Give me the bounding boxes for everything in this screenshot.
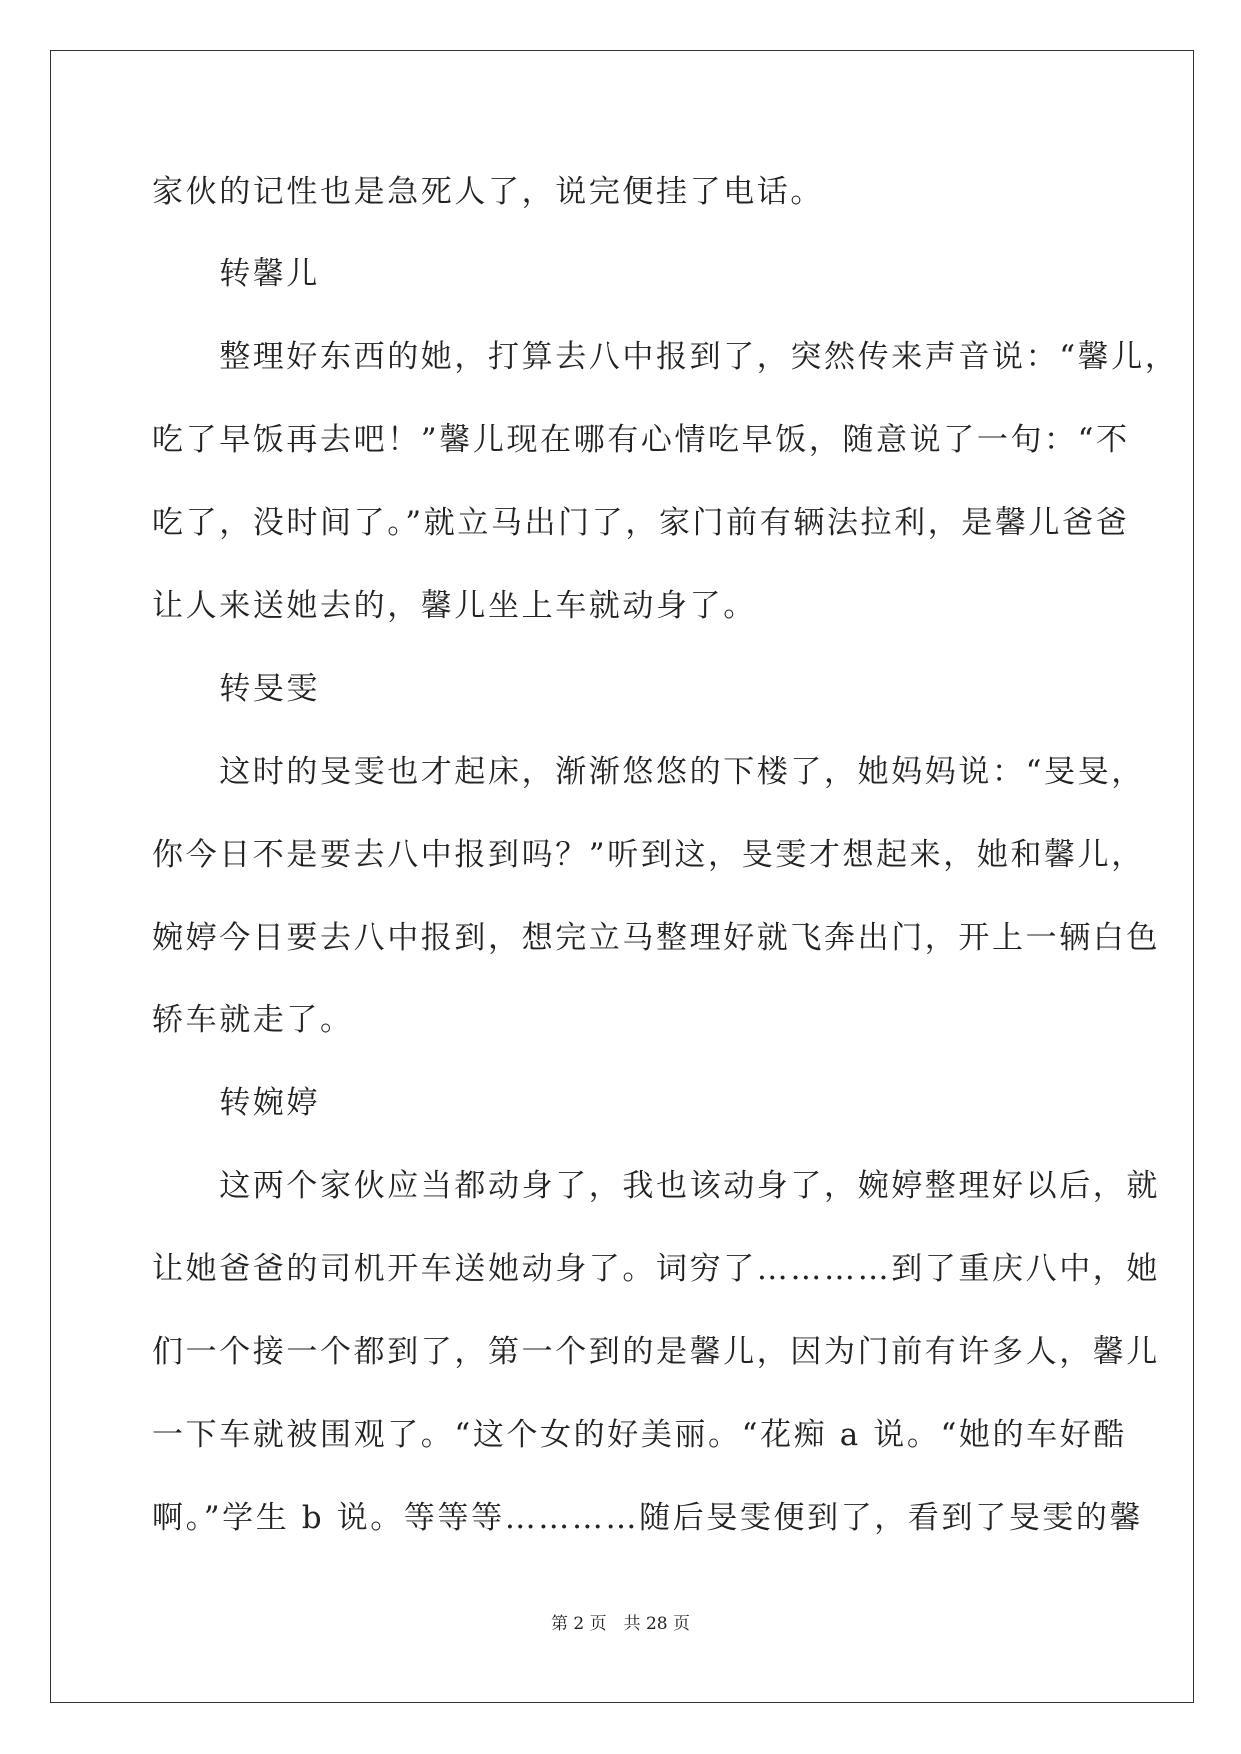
page-number-footer: 第 2 页 共 28 页 <box>550 1614 691 1634</box>
text-line-6: 让人来送她去的，馨儿坐上车就动身了。 <box>152 588 757 624</box>
text-line-7: 转旻雯 <box>152 671 320 707</box>
text-line-1: 家伙的记性也是急死人了，说完便挂了电话。 <box>152 174 824 210</box>
text-line-17: 啊。”学生 b 说。等等等…………随后旻雯便到了，看到了旻雯的馨 <box>152 1500 1144 1536</box>
page-border <box>50 50 1194 1703</box>
text-line-5: 吃了，没时间了。”就立马出门了，家门前有辆法拉利，是馨儿爸爸 <box>152 505 1130 541</box>
text-line-14: 让她爸爸的司机开车送她动身了。词穷了…………到了重庆八中，她 <box>152 1251 1160 1287</box>
text-line-2: 转馨儿 <box>152 256 320 292</box>
text-line-8: 这时的旻雯也才起床，渐渐悠悠的下楼了，她妈妈说：“旻旻， <box>152 754 1145 790</box>
text-line-12: 转婉婷 <box>152 1085 320 1121</box>
text-line-9: 你今日不是要去八中报到吗？”听到这，旻雯才想起来，她和馨儿， <box>152 837 1145 873</box>
text-line-11: 轿车就走了。 <box>152 1002 354 1038</box>
text-line-13: 这两个家伙应当都动身了，我也该动身了，婉婷整理好以后，就 <box>152 1168 1160 1204</box>
text-line-10: 婉婷今日要去八中报到，想完立马整理好就飞奔出门，开上一辆白色 <box>152 920 1160 956</box>
text-line-16: 一下车就被围观了。“这个女的好美丽。“花痴 a 说。“她的车好酷 <box>152 1417 1127 1453</box>
text-line-15: 们一个接一个都到了，第一个到的是馨儿，因为门前有许多人，馨儿 <box>152 1334 1160 1370</box>
text-line-4: 吃了早饭再去吧！”馨儿现在哪有心情吃早饭，随意说了一句：“不 <box>152 422 1130 458</box>
text-line-3: 整理好东西的她，打算去八中报到了，突然传来声音说：“馨儿， <box>152 339 1179 375</box>
